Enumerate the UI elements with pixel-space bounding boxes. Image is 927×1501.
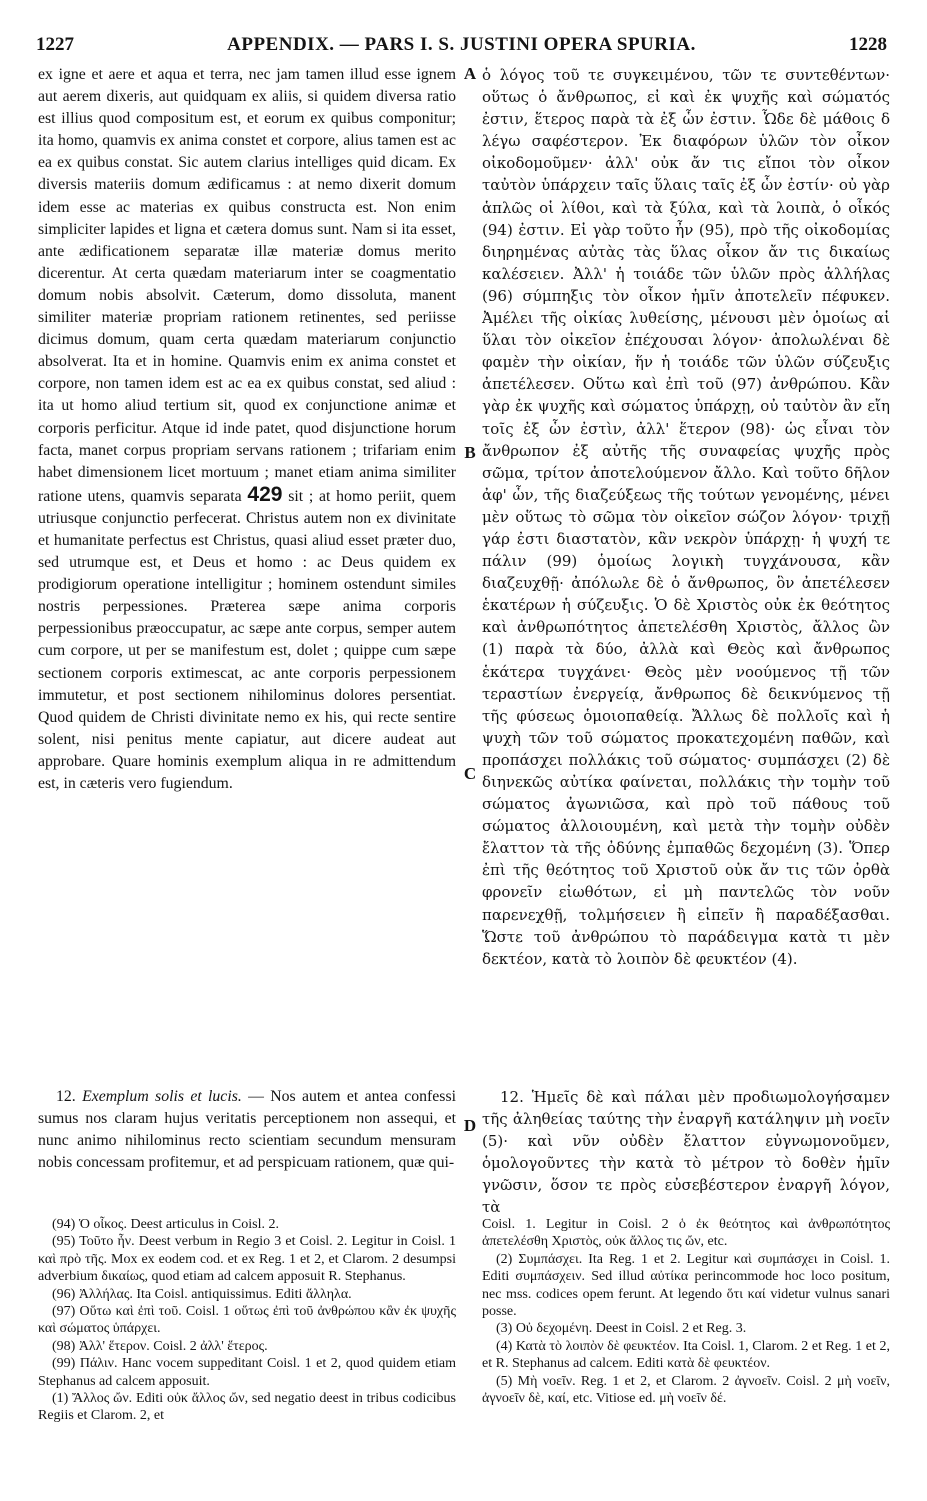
page-header <box>36 12 887 54</box>
page-number-right: 1228 <box>849 34 887 55</box>
latin-text-part1: ex igne et aere et aqua et terra, nec jam tamen illud esse ignem aut aerem dixeris, aut quidquam ex aliis, si quidem diversa ratio est illius quod compositum est, et eorum ex quibus componitur; ita homo, quamvis ex anima constet et corpore, alius tamen est ac ea ex quibus constat. Sic autem clarius intelliges quid dicam. Ex diversis materiis domum ædificamus : at nemo dixerit domum idem esse ac materias ex quibus constructa est. Non enim simpliciter lapides et ligna et cætera domus sunt. Nam si ita esset, ante ædificationem separatæ illæ materiæ domus merito dicerentur. At certa quædam materiarum inter se coagmentatio domum nobis absolvit. Cæterum, domo dissoluta, manent similiter materiæ propriam rationem retinentes, sed periisse dicimus domum, quam certa quædam materiarum conjunctio absolverat. Ita et in homine. Quamvis enim ex anima constet et corpore, non tamen idem est ac ea ex quibus constat, sed aliud : ita ut homo aliud tertium sit, quod ex conjunctione animæ et corporis perficitur. Atque id inde patet, quod disjunctione horum facta, manet corpus propriam servans rationem ; trifariam enim habet dimensionem licet mortuum ; manet etiam anima similiter ratione utens, quamvis separata <box>38 66 456 505</box>
section-title: Exemplum solis et lucis. <box>82 1088 242 1105</box>
footnote: (2) Συμπάσχει. Ita Reg. 1 et 2. Legitur καὶ συμπάσχει in Coisl. 1. Editi συμπάσχειν. Sed illud αὐτίκα perincommode hoc loco positum, nec mss. codices opem ferunt. At legendo ὅτι καί videtur vulnus sanari posse. <box>482 1251 890 1320</box>
footnote: (1) Ἄλλος ὤν. Editi οὐκ ἄλλος ὤν, sed negatio deest in tribus codicibus Regiis et Clarom. 2, et <box>38 1391 456 1424</box>
margin-marker-a: A <box>463 64 477 83</box>
footnote: (99) Πάλιν. Hanc vocem suppeditant Coisl. 1 et 2, quod quidem etiam Stephanus ad calcem apposuit. <box>38 1356 456 1389</box>
footnote: (97) Οὕτω καὶ ἐπὶ τοῦ. Coisl. 1 οὕτως ἐπὶ τοῦ ἀνθρώπου κἂν ἐκ ψυχῆς καὶ σώματος ὑπάρχει. <box>38 1304 456 1337</box>
page-number-left: 1227 <box>36 34 74 55</box>
footnotes-left <box>38 1216 456 1494</box>
footnote: (4) Κατὰ τὸ λοιπὸν δὲ φευκτέον. Ita Coisl. 1, Clarom. 2 et Reg. 1 et 2, et R. Stephanus ad calcem. Editi κατὰ δὲ φευκτέον. <box>482 1338 890 1372</box>
footnote: (5) Μὴ νοεῖν. Reg. 1 et 2, et Clarom. 2 ἀγνοεῖν. Coisl. 2 μὴ νοεῖν, ἀγνοεῖν δὲ, καί, etc. Vitiose ed. μὴ νοεῖν δέ. <box>482 1373 890 1407</box>
section-text: — Nos autem et antea confessi sumus nos claram hujus veritatis perceptionem non assequi, et nunc animo nihilominus recto scientiam secundum mensuram nobis concessam profitemur, et ad perspicuam rationem, quæ qui- <box>38 1088 456 1172</box>
latin-text-part2: sit ; at homo periit, quem utriusque conjunctio perfecerat. Christus autem non ex divinitate et humanitate perfectus est Christus, quasi aliud esset præter duo, sed utrumque est, et Deus et homo : ac Deus quidem ex prodigiorum operatione intelligitur ; hominem ostendunt similes nostris perpessiones. Præterea sæpe anima corporis perpessionibus præoccupatur, ac sæpe ante corpus, semper autem cum corpore, ut per se manifestum est, dolet ; quippe cum sæpe sectionem corporis extimescat, ac ante corporis perpessionem immutetur, et post sectionem nihilominus dolores persentiat. Quod quidem de Christi divinitate nemo ex his, qui recte sentire solent, nisi penitus mente capiatur, aut dicere audeat aut approbare. Quare hominis exemplum aliqua in re admittendum est, in cæteris vero fugiendum. <box>38 487 456 792</box>
section-number: 12. <box>500 1088 524 1106</box>
latin-paragraph-12 <box>38 1086 456 1174</box>
footnote: (95) Τοῦτο ἦν. Deest verbum in Regio 3 et Coisl. 2. Legitur in Coisl. 1 καὶ πρὸ τῆς. Mox ex eodem cod. et ex Reg. 1 et 2, et Clarom. 2 desumpsi adverbium δικαίως, quod etiam ad calcem apposuit R. Stephanus. <box>38 1234 456 1285</box>
inline-page-number: 429 <box>247 482 283 506</box>
section-number: 12. <box>56 1088 76 1105</box>
latin-column <box>38 64 456 1076</box>
latin-section-12 <box>38 1086 456 1198</box>
footnote: (3) Οὐ δεχομένη. Deest in Coisl. 2 et Reg. 3. <box>496 1321 747 1337</box>
footnote: (98) Ἀλλ' ἕτερον. Coisl. 2 ἀλλ' ἕτερος. <box>52 1338 268 1354</box>
section-text: Ἡμεῖς δὲ καὶ πάλαι μὲν προδιωμολογήσαμεν τῆς ἀληθείας ταύτης τὴν ἐναργῆ κατάληψιν μὴ νοεῖν (5)· καὶ νῦν οὐδὲν ἔλαττον εὐγνωμονοῦμεν, ὁμολογοῦντες τὴν κατὰ τὸ μέτρον τὸ δοθὲν ἡμῖν γνῶσιν, ὅσον τε πρὸς εὐσεβέστερον ἐναργῆ λόγον, τὰ <box>482 1088 890 1217</box>
margin-marker-c: C <box>463 764 477 783</box>
greek-paragraph-11: ὁ λόγος τοῦ τε συγκειμένου, τῶν τε συντεθέντων· οὕτως ὁ ἄνθρωπος, εἰ καὶ ἐκ ψυχῆς καὶ σώματός ἐστιν, ἕτερος παρὰ τὰ ἐξ ὧν ἐστιν. Ὧδε δὲ μάθοις δ λέγω σαφέστερον. Ἐκ διαφόρων ὑλῶν τὸν οἶκον οἰκοδομοῦμεν· ἀλλ' οὐκ ἄν τις εἴποι τὸν οἶκον ταὐτὸν ὑπάρχειν ταῖς ὕλαις ταῖς ἐξ ὧν ἐστίν· οὐ γὰρ ἁπλῶς οἱ λίθοι, καὶ τὰ ξύλα, καὶ τὰ λοιπὰ, ὁ οἶκός (94) ἐστιν. Εἰ γὰρ τοῦτο ἦν (95), πρὸ τῆς οἰκοδομίας διηρημένας αὐτὰς τὰς ὕλας οἶκον ἄν τις δικαίως καλέσειεν. Ἀλλ' ἡ τοιάδε τῶν ὑλῶν πρὸς ἀλλήλας (96) σύμπηξις τὸν οἶκον ἡμῖν ἀποτελεῖν πέφυκεν. Ἀμέλει τῆς οἰκίας λυθείσης, μένουσι μὲν ὁμοίως αἱ ὕλαι τὸν οἰκεῖον ἐπέχουσαι λόγον· ἀπολωλέναι δὲ φαμὲν τὴν οἰκίαν, ἥν ἡ τοιάδε τῶν ὑλῶν σύζευξις ἀπετέλεσεν. Οὕτω καὶ ἐπὶ τοῦ (97) ἀνθρώπου. Κἂν γὰρ ἐκ ψυχῆς καὶ σώματος ὑπάρχῃ, οὐ ταὐτὸν ἂν εἴη τοῖς ἐξ ὧν ἐστὶν, ἀλλ' ἕτερον (98)· ὡς εἶναι τὸν ἄνθρωπον ἐξ αὐτῆς τῆς συναφείας ψυχῆς πρὸς σῶμα, τρίτον ἀποτελούμενον ἄλλο. Καὶ τοῦτο δῆλον ἀφ' ὧν, τῆς διαζεύξεως τῆς τούτων γενομένης, μένει μὲν οὕτως τὸ σῶμα τὸν οἰκεῖον σώζον λόγον· τριχῇ γάρ ἐστι διαστατὸν, κἂν νεκρὸν ὑπάρχῃ· ἡ ψυχή τε πάλιν (99) ὁμοίως λογικὴ τυγχάνουσα, κἂν διαζευχθῇ· ἀπόλωλε δὲ ὁ ἄνθρωπος, ὃν ἀπετέλεσεν ἑκατέρων ἡ σύζευξις. Ὁ δὲ Χριστὸς οὐκ ἐκ θεότητος καὶ ἀνθρωπότητος ἀπετελέσθη Χριστὸς, ἄλλος ὢν (1) παρὰ τὰ δύο, ἀλλὰ καὶ Θεὸς καὶ ἄνθρωπος ἑκάτερα τυγχάνει· Θεὸς μὲν νοούμενος τῇ τῶν τεραστίων ἐνεργείᾳ, ἄνθρωπος δὲ δεικνύμενος τῇ τῆς φύσεως ὁμοιοπαθείᾳ. Ἄλλως δὲ πολλοῖς καὶ ἡ ψυχὴ τῶν τοῦ σώματος προκατεχομένη παθῶν, καὶ προπάσχει πολλάκις τοῦ σώματος· συμπάσχει (2) δὲ διηνεκῶς αὐτίκα φαίνεται, πολλάκις τὴν τομὴν τοῦ σώματος ἀγωνιῶσα, καὶ πρὸ τοῦ πάθους τοῦ σώματος ἀλλοιουμένη, καὶ μετὰ τὴν τομὴν οὐδὲν ἔλαττον τὰ τῆς ὀδύνης ἐμπαθῶς δεχομένη (3). Ὅπερ ἐπὶ τῆς θεότητος τοῦ Χριστοῦ οὐκ ἄν τις τῶν ὀρθὰ φρονεῖν εἰωθότων, εἰ μὴ παντελῶς τὸν νοῦν παρενεχθῇ, τολμήσειεν ἢ εἰπεῖν ἢ παραδέξασθαι. Ὥστε τοῦ ἀνθρώπου τὸ παράδειγμα κατὰ τι μὲν δεκτέον, κατὰ τὸ λοιπὸν δὲ φευκτέον (4). <box>482 66 890 968</box>
latin-paragraph-11 <box>38 64 456 795</box>
margin-marker-b: B <box>464 443 476 462</box>
margin-marker-d: D <box>463 1116 477 1135</box>
greek-column <box>482 64 890 1076</box>
footnote: Coisl. 1. Legitur in Coisl. 2 ὁ ἐκ θεότητος καὶ ἀνθρωπότητος ἀπετελέσθη Χριστὸς, οὐκ ἄλλος τις ὤν, etc. <box>482 1217 890 1250</box>
running-title: APPENDIX. — PARS I. S. JUSTINI OPERA SPURIA. <box>227 34 696 55</box>
footnote: (94) Ὁ οἶκος. Deest articulus in Coisl. 2. <box>52 1217 279 1232</box>
footnotes-right <box>482 1216 890 1494</box>
greek-paragraph-12 <box>482 1086 890 1219</box>
greek-section-12 <box>482 1086 890 1217</box>
footnote: (96) Ἀλλήλας. Ita Coisl. antiquissimus. Editi ἄλληλα. <box>52 1286 352 1302</box>
